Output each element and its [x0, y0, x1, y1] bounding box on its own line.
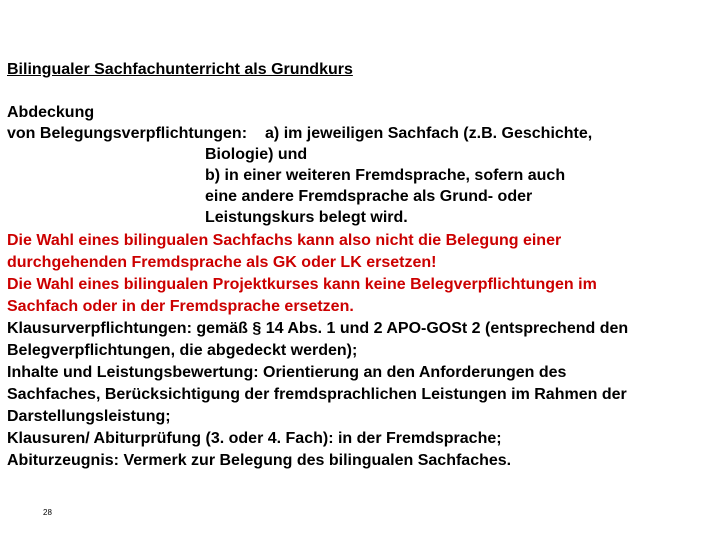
text-line-2 [7, 124, 592, 144]
text-line-6: Leistungskurs belegt wird. [205, 209, 408, 226]
text-line-1: Abdeckung [7, 104, 95, 121]
emphasis-line-1: Die Wahl eines bilingualen Sachfachs kann also nicht die Belegung einer [7, 232, 562, 249]
text-line-11: Darstellungsleistung; [7, 408, 171, 425]
emphasis-line-4: Sachfach oder in der Fremdsprache ersetzen. [7, 298, 354, 315]
text-line-2-label: von Belegungsverpflichtungen: [7, 125, 248, 142]
text-line-2-item: a) im jeweiligen Sachfach (z.B. Geschichte, [265, 125, 593, 142]
page-number: 28 [43, 508, 52, 517]
text-line-8: Belegverpflichtungen, die abgedeckt werden); [7, 342, 358, 359]
emphasis-line-2: durchgehenden Fremdsprache als GK oder LK ersetzen! [7, 254, 437, 271]
text-line-9: Inhalte und Leistungsbewertung: Orientierung an den Anforderungen des [7, 364, 567, 381]
text-line-12: Klausuren/ Abiturprüfung (3. oder 4. Fach): in der Fremdsprache; [7, 430, 502, 447]
text-line-10: Sachfaches, Berücksichtigung der fremdsprachlichen Leistungen im Rahmen der [7, 386, 627, 403]
text-line-3: Biologie) und [205, 146, 308, 163]
text-line-5: eine andere Fremdsprache als Grund- oder [205, 188, 533, 205]
text-line-13: Abiturzeugnis: Vermerk zur Belegung des bilingualen Sachfaches. [7, 452, 512, 469]
text-line-7: Klausurverpflichtungen: gemäß § 14 Abs. 1 und 2 APO-GOSt 2 (entsprechend den [7, 320, 629, 337]
emphasis-line-3: Die Wahl eines bilingualen Projektkurses kann keine Belegverpflichtungen im [7, 276, 597, 293]
text-line-4: b) in einer weiteren Fremdsprache, sofern auch [205, 167, 566, 184]
slide-title: Bilingualer Sachfachunterricht als Grundkurs [7, 61, 353, 78]
